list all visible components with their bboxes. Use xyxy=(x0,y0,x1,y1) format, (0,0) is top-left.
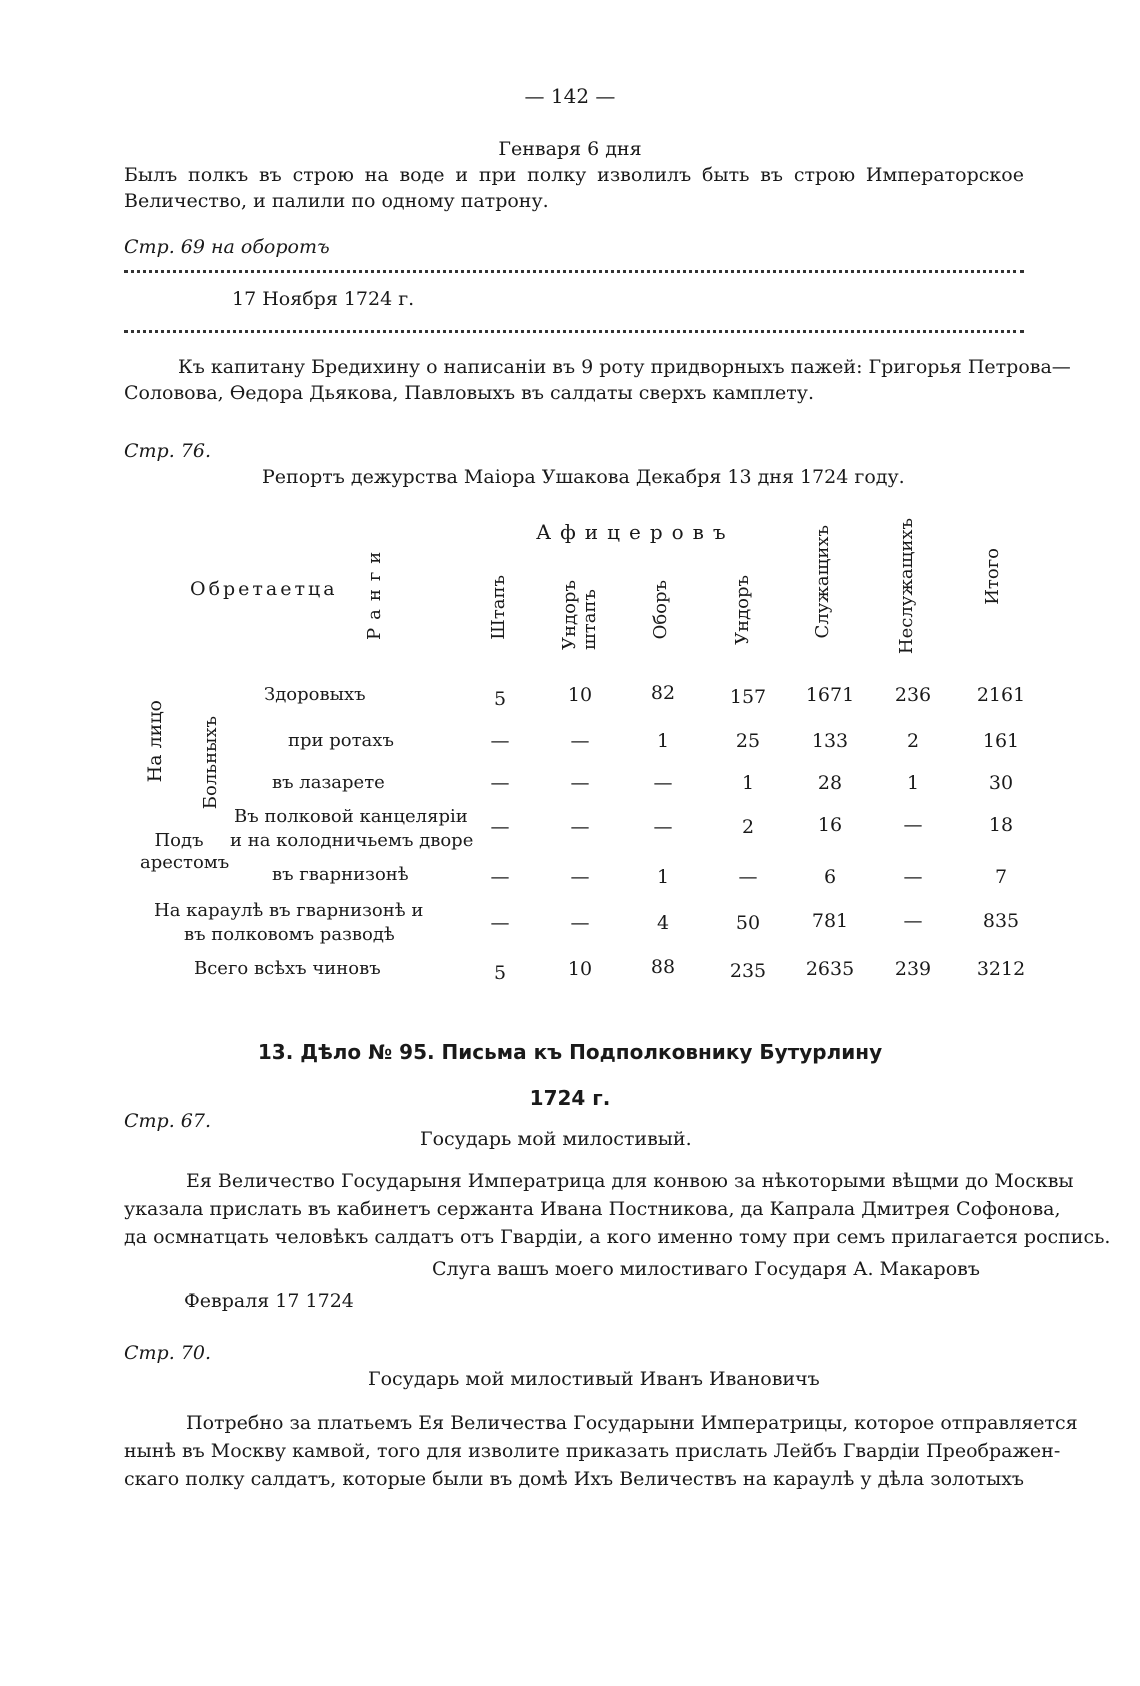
table-cell: — xyxy=(570,772,590,794)
table-cell: — xyxy=(903,814,923,836)
column-header: Штапъ xyxy=(488,575,509,640)
section-heading-year: 1724 г. xyxy=(529,1086,611,1110)
table-cell: 2635 xyxy=(805,958,855,980)
paragraph-line: Соловова, Өедора Дьякова, Павловыхъ въ салдаты сверхъ камплету. xyxy=(124,382,815,404)
paragraph-line: указала прислать въ кабинетъ сержанта Ивана Постникова, да Капрала Дмитрея Софонова, xyxy=(124,1198,1061,1220)
table-cell: — xyxy=(490,912,510,934)
table-cell: 161 xyxy=(982,730,1020,752)
table-cell: — xyxy=(490,730,510,752)
table-cell: 1671 xyxy=(805,684,855,706)
stub-header: Обретаетца xyxy=(190,578,338,600)
ellipsis-divider xyxy=(124,270,1024,273)
row-label: Здоровыхъ xyxy=(264,684,366,705)
table-cell: — xyxy=(903,910,923,932)
paragraph-line: нынѣ въ Москву камвой, того для изволите приказать прислать Лейбъ Гвардiи Преображен- xyxy=(124,1440,1061,1462)
table-cell: — xyxy=(570,816,590,838)
row-label: при ротахъ xyxy=(288,730,394,751)
section-heading: 13. Дѣло № 95. Письма къ Подполковнику Бутурлину xyxy=(257,1040,883,1064)
table-cell: 10 xyxy=(567,958,593,980)
table-cell: 50 xyxy=(735,912,761,934)
letter-salutation: Государь мой милостивый Иванъ Ивановичъ xyxy=(368,1368,820,1390)
letter-salutation: Государь мой милостивый. xyxy=(420,1128,692,1150)
row-label: въ гварнизонѣ xyxy=(272,864,409,885)
paragraph-line: Величество, и палили по одному патрону. xyxy=(124,190,549,212)
date-heading-january: Генваря 6 дня xyxy=(498,138,642,160)
table-cell: 2 xyxy=(906,730,920,752)
table-cell: 5 xyxy=(493,688,507,710)
table-cell: 30 xyxy=(988,772,1014,794)
table-cell: 239 xyxy=(894,958,932,980)
table-cell: 1 xyxy=(656,730,670,752)
row-label: На караулѣ въ гварнизонѣ и xyxy=(154,900,424,921)
table-cell: 157 xyxy=(729,686,767,708)
table-cell: — xyxy=(570,730,590,752)
row-label: Въ полковой канцеляріи xyxy=(234,806,468,827)
table-cell: 781 xyxy=(811,910,849,932)
table-cell: 7 xyxy=(994,866,1008,888)
group-label-bolnyh: Больныхъ xyxy=(200,716,221,810)
table-cell: 1 xyxy=(906,772,920,794)
letter-signature: Слуга вашъ моего милостиваго Государя А. Макаровъ xyxy=(432,1258,980,1280)
paragraph-line: Къ капитану Бредихину о написанiи въ 9 роту придворныхъ пажей: Григорья Петрова— xyxy=(178,356,1071,378)
column-header: Итого xyxy=(982,548,1003,605)
row-label: и на колодничьемъ дворе xyxy=(230,830,474,851)
table-cell: 133 xyxy=(811,730,849,752)
table-cell: 16 xyxy=(817,814,843,836)
page-reference: Стр. 67. xyxy=(124,1110,212,1132)
table-cell: 82 xyxy=(650,682,676,704)
table-cell: — xyxy=(490,772,510,794)
column-header: Служащихъ xyxy=(812,525,833,639)
table-cell: 6 xyxy=(823,866,837,888)
paragraph-line: да осмнатцать человѣкъ салдатъ отъ Гвардiи, а кого именно тому при семъ прилагается роспись. xyxy=(124,1226,1111,1248)
report-title: Репортъ дежурства Маiора Ушакова Декабря 13 дня 1724 году. xyxy=(262,466,905,488)
table-cell: — xyxy=(570,866,590,888)
ranks-header: Ранги xyxy=(364,543,385,640)
column-header: Неслужащихъ xyxy=(896,518,917,655)
table-cell: 88 xyxy=(650,956,676,978)
table-cell: 2161 xyxy=(976,684,1026,706)
table-cell: 25 xyxy=(735,730,761,752)
table-cell: 3212 xyxy=(976,958,1026,980)
table-cell: 5 xyxy=(493,962,507,984)
paragraph-line: скаго полку салдатъ, которые были въ домѣ Ихъ Величествъ на караулѣ у дѣла золотыхъ xyxy=(124,1468,1024,1490)
table-cell: — xyxy=(653,772,673,794)
group-label-podarest xyxy=(140,830,230,874)
row-label: Всего всѣхъ чиновъ xyxy=(194,958,381,979)
officers-header: Афицеровъ xyxy=(536,520,735,544)
paragraph-line: Ея Величество Государыня Императрица для конвою за нѣкоторыми вѣщми до Москвы xyxy=(186,1170,1074,1192)
column-header: Ундоръ штапъ xyxy=(559,580,600,650)
group-label-na-litso: На лицо xyxy=(144,700,166,783)
table-cell: — xyxy=(490,866,510,888)
table-cell: — xyxy=(653,816,673,838)
row-label: въ лазарете xyxy=(272,772,385,793)
page-reference: Стр. 70. xyxy=(124,1342,212,1364)
page-reference: Стр. 76. xyxy=(124,440,212,462)
table-cell: — xyxy=(490,816,510,838)
table-cell: 4 xyxy=(656,912,670,934)
ellipsis-divider xyxy=(124,330,1024,333)
page-reference: Стр. 69 на оборотъ xyxy=(124,236,330,258)
group-label-podarest-text: Подъ арестомъ xyxy=(140,830,230,873)
table-cell: 236 xyxy=(894,684,932,706)
column-header: Ундоръ xyxy=(732,575,753,645)
letter-date: Февраля 17 1724 xyxy=(184,1290,354,1312)
table-cell: 235 xyxy=(729,960,767,982)
row-label: въ полковомъ разводѣ xyxy=(184,924,395,945)
table-cell: 1 xyxy=(741,772,755,794)
table-cell: 2 xyxy=(741,816,755,838)
table-cell: 1 xyxy=(656,866,670,888)
paragraph-line: Былъ полкъ въ строю на воде и при полку изволилъ быть въ строю Императорское xyxy=(124,164,1024,186)
paragraph-line: Потребно за платьемъ Ея Величества Государыни Императрицы, которое отправляется xyxy=(186,1412,1078,1434)
page-number: — 142 — xyxy=(524,84,616,108)
table-cell: — xyxy=(738,866,758,888)
table-cell: 18 xyxy=(988,814,1014,836)
date-november: 17 Ноября 1724 г. xyxy=(232,288,415,310)
column-header: Оборъ xyxy=(650,580,671,640)
table-cell: — xyxy=(903,866,923,888)
table-cell: 10 xyxy=(567,684,593,706)
table-cell: — xyxy=(570,912,590,934)
table-cell: 835 xyxy=(982,910,1020,932)
table-cell: 28 xyxy=(817,772,843,794)
